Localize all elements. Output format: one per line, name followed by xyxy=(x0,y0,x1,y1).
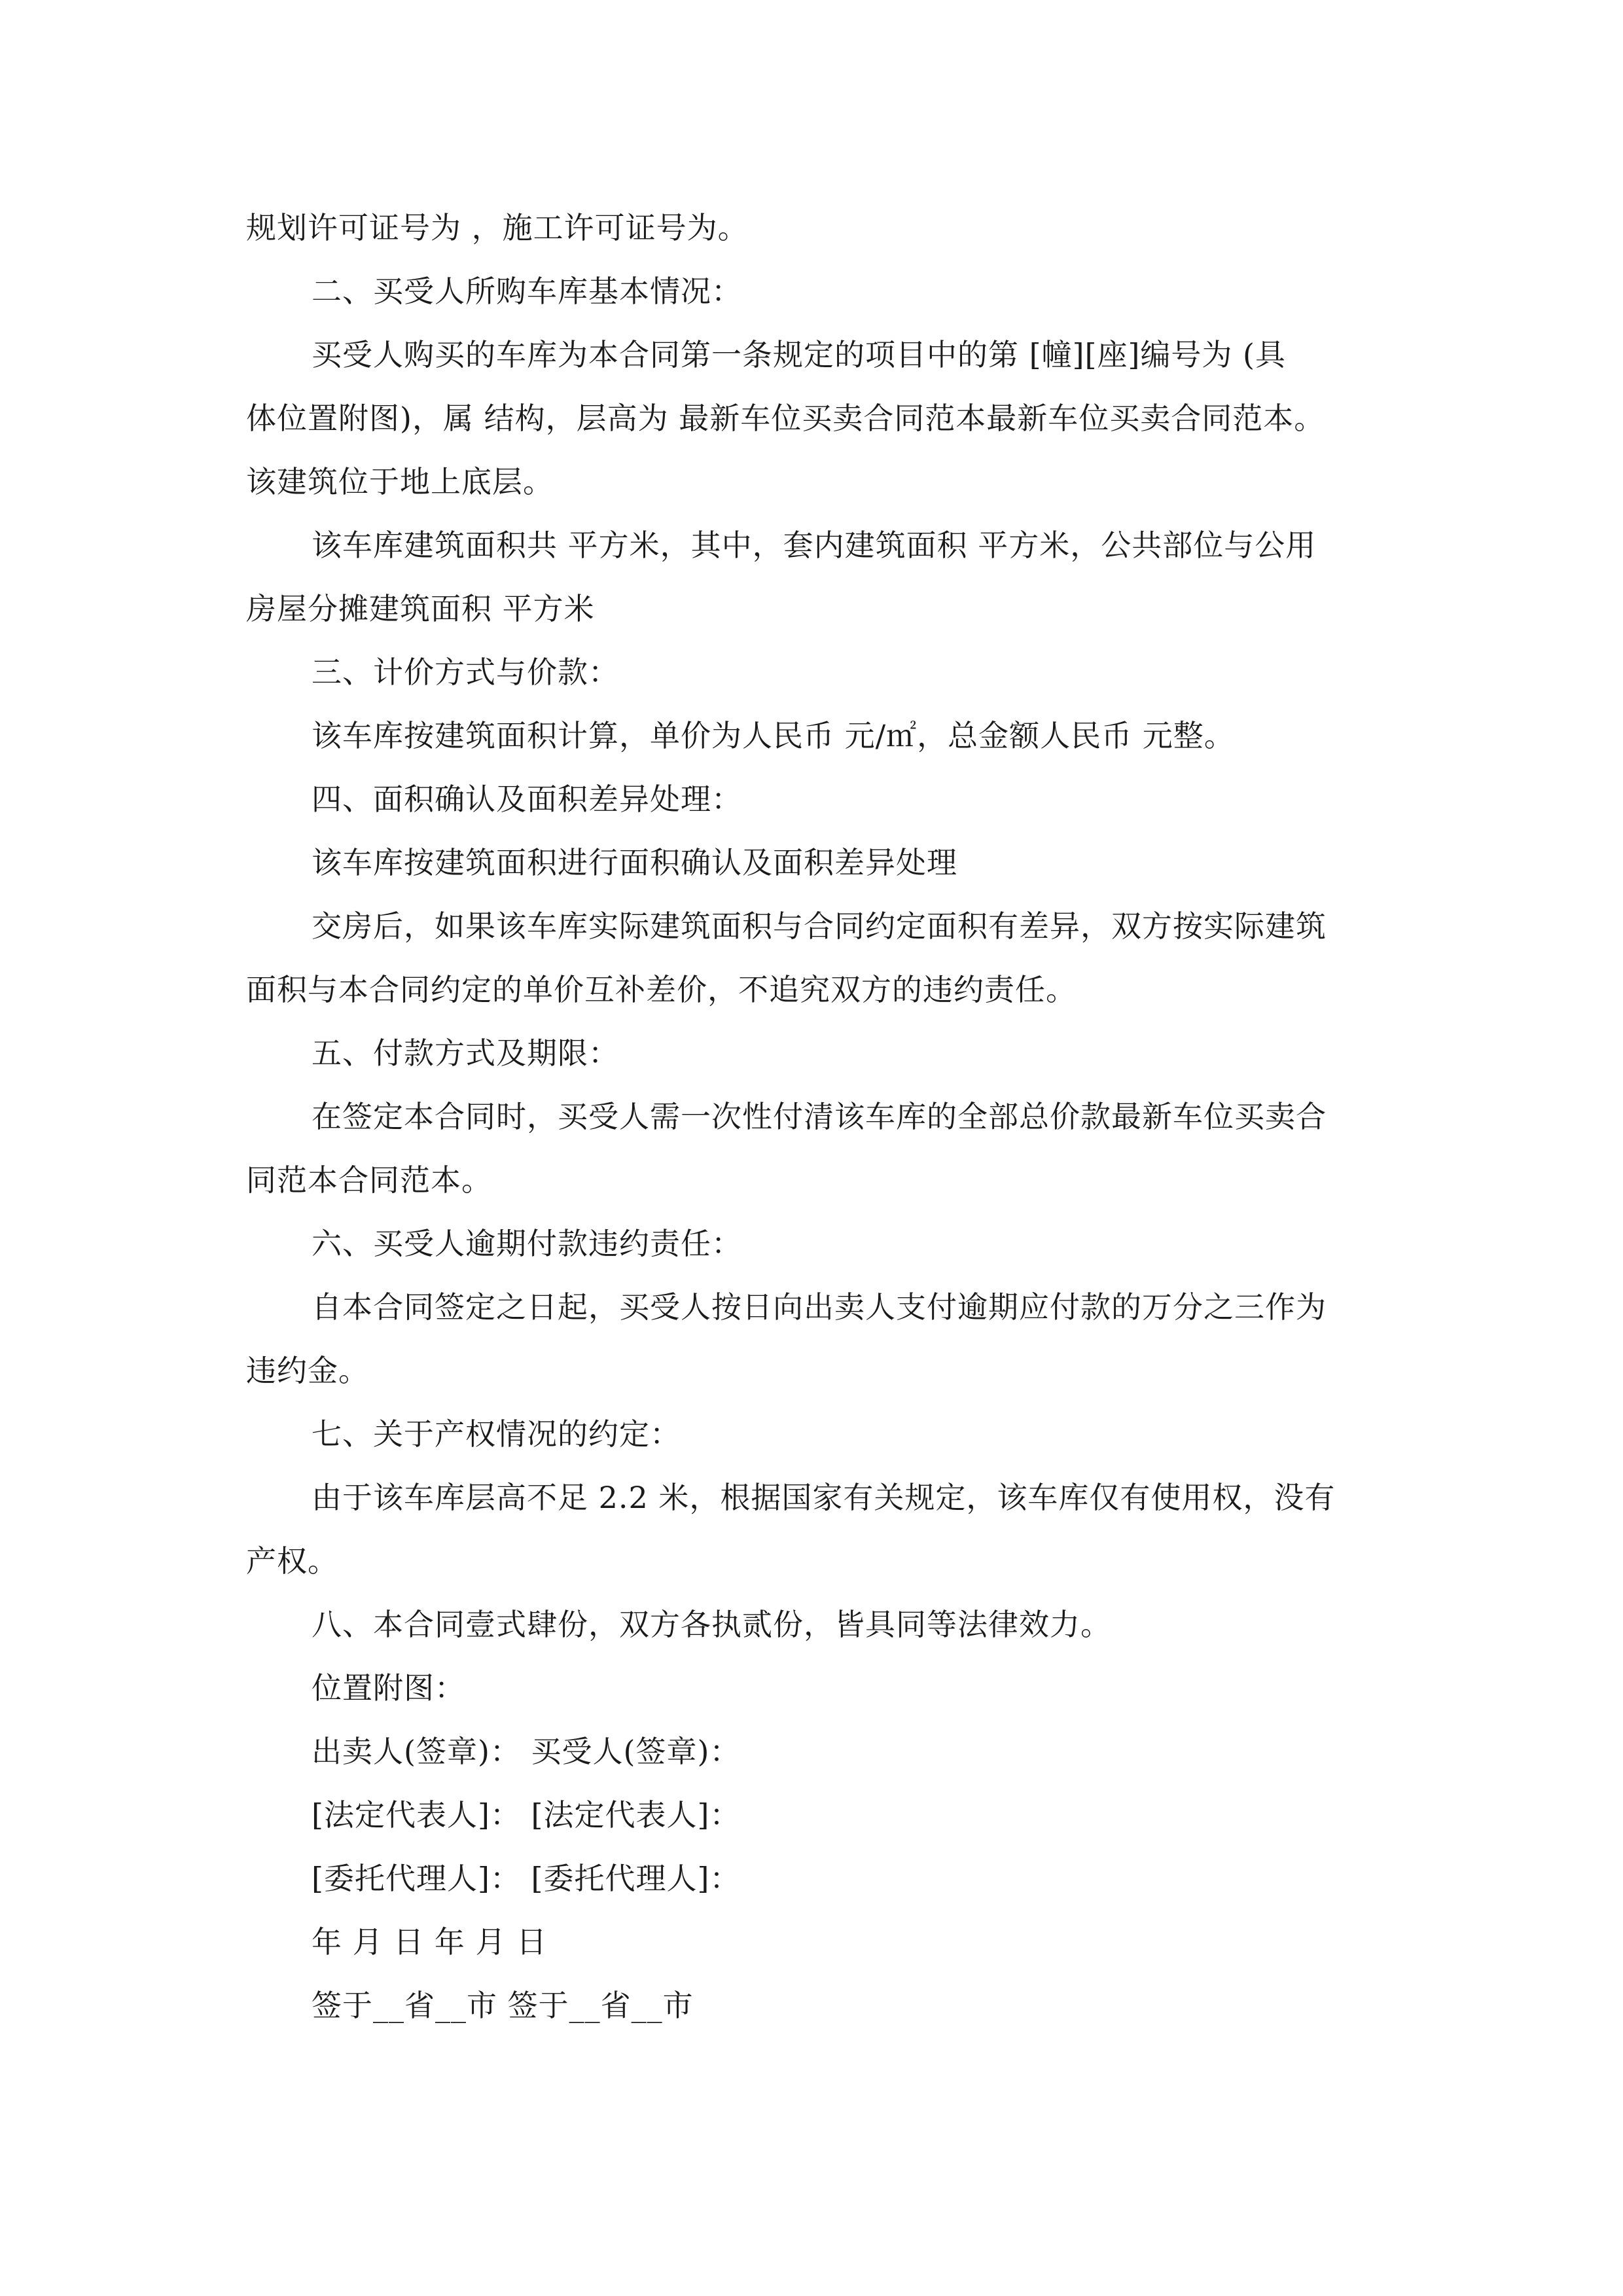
text-line: 同范本合同范本。 xyxy=(246,1162,492,1198)
text-line: 交房后，如果该车库实际建筑面积与合同约定面积有差异，双方按实际建筑 xyxy=(312,908,1327,944)
text-line: 四、面积确认及面积差异处理： xyxy=(312,781,742,817)
text-line: 违约金。 xyxy=(246,1353,369,1388)
text-line: 房屋分摊建筑面积 平方米 xyxy=(246,591,595,626)
text-line: 该车库按建筑面积进行面积确认及面积差异处理 xyxy=(312,845,957,880)
text-line: 五、付款方式及期限： xyxy=(312,1035,619,1071)
text-line: 出卖人(签章)： 买受人(签章)： xyxy=(312,1734,741,1769)
text-line: 该车库按建筑面积计算，单价为人民币 元/㎡，总金额人民币 元整。 xyxy=(312,718,1235,753)
text-line: 由于该车库层高不足 2.2 米，根据国家有关规定，该车库仅有使用权，没有 xyxy=(312,1480,1336,1515)
text-line: 位置附图： xyxy=(312,1670,465,1706)
text-line: [委托代理人]： [委托代理人]： xyxy=(312,1861,741,1896)
text-line: 产权。 xyxy=(246,1543,338,1579)
text-line: 面积与本合同约定的单价互补差价，不追究双方的违约责任。 xyxy=(246,972,1077,1007)
text-line: 二、买受人所购车库基本情况： xyxy=(312,274,742,309)
text-line: 该建筑位于地上底层。 xyxy=(246,464,554,499)
text-line: 年 月 日 年 月 日 xyxy=(312,1924,548,1960)
text-line: 自本合同签定之日起，买受人按日向出卖人支付逾期应付款的万分之三作为 xyxy=(312,1289,1327,1325)
text-line: 体位置附图)，属 结构，层高为 最新车位买卖合同范本最新车位买卖合同范本。 xyxy=(246,401,1325,436)
text-line: 买受人购买的车库为本合同第一条规定的项目中的第 [幢][座]编号为 (具 xyxy=(312,337,1286,372)
text-line: 在签定本合同时，买受人需一次性付清该车库的全部总价款最新车位买卖合 xyxy=(312,1099,1327,1134)
text-line: 该车库建筑面积共 平方米，其中，套内建筑面积 平方米，公共部位与公用 xyxy=(312,528,1317,563)
text-line: 六、买受人逾期付款违约责任： xyxy=(312,1226,742,1261)
contract-body xyxy=(246,196,1378,2037)
text-line: 八、本合同壹式肆份，双方各执贰份，皆具同等法律效力。 xyxy=(312,1607,1111,1642)
text-line: [法定代表人]： [法定代表人]： xyxy=(312,1797,741,1833)
text-line: 签于__省__市 签于__省__市 xyxy=(312,1988,694,2023)
text-line: 七、关于产权情况的约定： xyxy=(312,1416,681,1452)
text-line: 规划许可证号为 ，施工许可证号为。 xyxy=(246,210,749,245)
text-line: 三、计价方式与价款： xyxy=(312,655,619,690)
